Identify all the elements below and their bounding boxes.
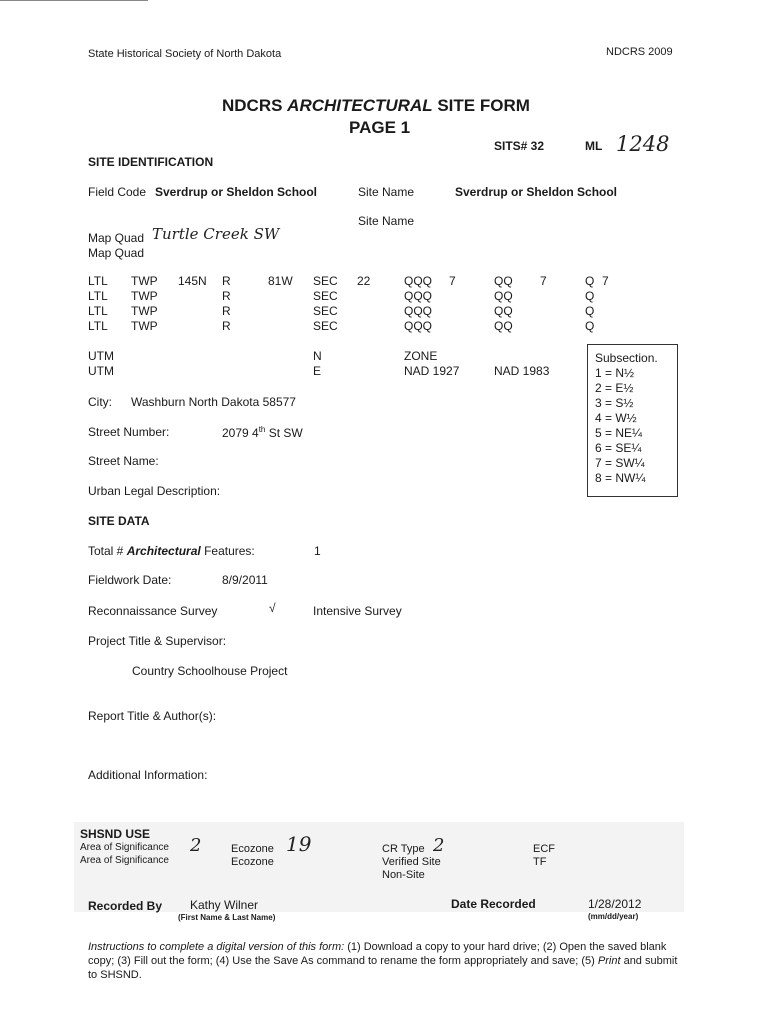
legal-cell-sec: SEC: [313, 289, 338, 303]
field-code-value: Sverdrup or Sheldon School: [155, 185, 318, 199]
project-title-label: Project Title & Supervisor:: [88, 634, 227, 648]
urban-legal-description-label: Urban Legal Description:: [88, 484, 221, 498]
date-recorded-label: Date Recorded: [451, 897, 536, 911]
street-number-label: Street Number:: [88, 425, 170, 439]
map-quad-label-2: Map Quad: [88, 246, 145, 260]
legal-cell-ltl: LTL: [88, 319, 108, 333]
legal-cell-ltl: LTL: [88, 304, 108, 318]
subsection-item: 6 = SE¼: [595, 441, 642, 455]
total-features-value: 1: [314, 544, 321, 558]
page-number: PAGE 1: [349, 118, 411, 137]
legal-cell-twp: TWP: [131, 319, 158, 333]
legal-cell-r-v: 81W: [268, 274, 293, 288]
legal-cell-q: Q: [585, 289, 595, 303]
site-identification-heading: SITE IDENTIFICATION: [88, 155, 214, 169]
shsnd-use-heading: SHSND USE: [80, 827, 151, 841]
verified-site-label: Verified Site: [382, 856, 441, 868]
utm-northing-label: N: [313, 349, 322, 363]
total-features-label: Total # Architectural Features:: [88, 544, 255, 558]
legal-cell-q-v: 7: [602, 274, 609, 288]
legal-cell-q: Q: [585, 304, 595, 318]
utm-easting-label: E: [313, 364, 322, 378]
legal-cell-qq: QQ: [494, 319, 513, 333]
subsection-item: 5 = NE¼: [595, 426, 643, 440]
subsection-item: 3 = S½: [595, 396, 634, 410]
utm-zone-label: ZONE: [404, 349, 438, 363]
legal-cell-qq-v: 7: [540, 274, 547, 288]
legal-cell-qqq: QQQ: [404, 289, 433, 303]
legal-cell-qqq: QQQ: [404, 274, 433, 288]
subsection-item: 2 = E½: [595, 381, 634, 395]
tf-label: TF: [533, 856, 547, 868]
legal-cell-twp: TWP: [131, 304, 158, 318]
legal-cell-qq: QQ: [494, 274, 513, 288]
legal-cell-qqq: QQQ: [404, 319, 433, 333]
legal-cell-r: R: [222, 274, 231, 288]
area-of-significance-label-2: Area of Significance: [80, 855, 169, 866]
legal-cell-qqq: QQQ: [404, 304, 433, 318]
legal-cell-sec: SEC: [313, 304, 338, 318]
legal-cell-r: R: [222, 289, 231, 303]
map-quad-label: Map Quad: [88, 231, 145, 245]
subsection-title: Subsection.: [595, 351, 658, 365]
ml-handwritten-value: 1248: [616, 132, 670, 156]
form-code: NDCRS 2009: [606, 46, 673, 58]
area-of-significance-handwritten-value: 2: [190, 835, 202, 856]
ecozone-label-2: Ecozone: [231, 856, 274, 868]
cr-type-handwritten-value: 2: [433, 835, 445, 856]
site-name-label: Site Name: [358, 185, 415, 199]
additional-information-label: Additional Information:: [88, 768, 208, 782]
legal-cell-sec: SEC: [313, 319, 338, 333]
sits-number: SITS# 32: [494, 139, 545, 153]
area-of-significance-label-1: Area of Significance: [80, 842, 169, 853]
legal-cell-r: R: [222, 319, 231, 333]
ecozone-handwritten-value: 19: [286, 832, 312, 856]
reconnaissance-check-mark: √: [269, 601, 276, 615]
org-name: State Historical Society of North Dakota: [88, 48, 282, 60]
ecf-label: ECF: [533, 843, 555, 855]
nad-1983-label: NAD 1983: [494, 364, 550, 378]
street-number-value: 2079 4th St SW: [222, 425, 303, 440]
site-data-heading: SITE DATA: [88, 514, 150, 528]
street-name-label: Street Name:: [88, 454, 159, 468]
date-recorded-value: 1/28/2012: [588, 897, 642, 911]
form-title: NDCRS ARCHITECTURAL SITE FORM: [222, 96, 530, 115]
recorded-by-name: Kathy Wilner: [190, 898, 259, 912]
legal-cell-twp: TWP: [131, 274, 158, 288]
ml-label: ML: [585, 139, 603, 153]
utm-label-2: UTM: [88, 364, 114, 378]
fieldwork-date-value: 8/9/2011: [222, 573, 268, 587]
subsection-item: 4 = W½: [595, 411, 637, 425]
legal-cell-twp: TWP: [131, 289, 158, 303]
legal-cell-qqq-v: 7: [449, 274, 456, 288]
nad-1927-label: NAD 1927: [404, 364, 460, 378]
reconnaissance-survey-label: Reconnaissance Survey: [88, 604, 218, 618]
legal-cell-sec: SEC: [313, 274, 338, 288]
city-label: City:: [88, 395, 112, 409]
scan-edge-line: [0, 0, 148, 1]
ecozone-label-1: Ecozone: [231, 843, 274, 855]
legal-cell-r: R: [222, 304, 231, 318]
fieldwork-date-label: Fieldwork Date:: [88, 573, 172, 587]
legal-cell-twp-v: 145N: [178, 274, 207, 288]
site-name-value: Sverdrup or Sheldon School: [455, 185, 618, 199]
legal-cell-q: Q: [585, 319, 595, 333]
legal-cell-qq: QQ: [494, 289, 513, 303]
project-title-value: Country Schoolhouse Project: [132, 664, 288, 678]
date-recorded-note: (mm/dd/year): [588, 912, 639, 921]
subsection-item: 7 = SW¼: [595, 456, 645, 470]
subsection-item: 8 = NW¼: [595, 471, 646, 485]
non-site-label: Non-Site: [382, 869, 425, 881]
legal-cell-qq: QQ: [494, 304, 513, 318]
legal-cell-ltl: LTL: [88, 289, 108, 303]
instructions-text: Instructions to complete a digital version of this form: (1) Download a copy to your hard drive; (2) Open the saved blank copy; (3) Fill out the form; (4) Use the Save As command to rename the form appropriately and save; (5) Print and submit to SHSND.: [88, 941, 678, 981]
utm-label-1: UTM: [88, 349, 114, 363]
recorded-by-note: (First Name & Last Name): [178, 913, 276, 922]
legal-cell-sec-v: 22: [357, 274, 371, 288]
map-quad-handwritten-value: Turtle Creek SW: [152, 225, 280, 243]
legal-cell-q: Q: [585, 274, 595, 288]
site-name-label-2: Site Name: [358, 214, 415, 228]
report-title-label: Report Title & Author(s):: [88, 709, 217, 723]
subsection-item: 1 = N½: [595, 366, 635, 380]
cr-type-label: CR Type: [382, 843, 425, 855]
intensive-survey-label: Intensive Survey: [313, 604, 402, 618]
recorded-by-label: Recorded By: [88, 899, 163, 913]
city-value: Washburn North Dakota 58577: [131, 395, 296, 409]
legal-cell-ltl: LTL: [88, 274, 108, 288]
field-code-label: Field Code: [88, 185, 147, 199]
